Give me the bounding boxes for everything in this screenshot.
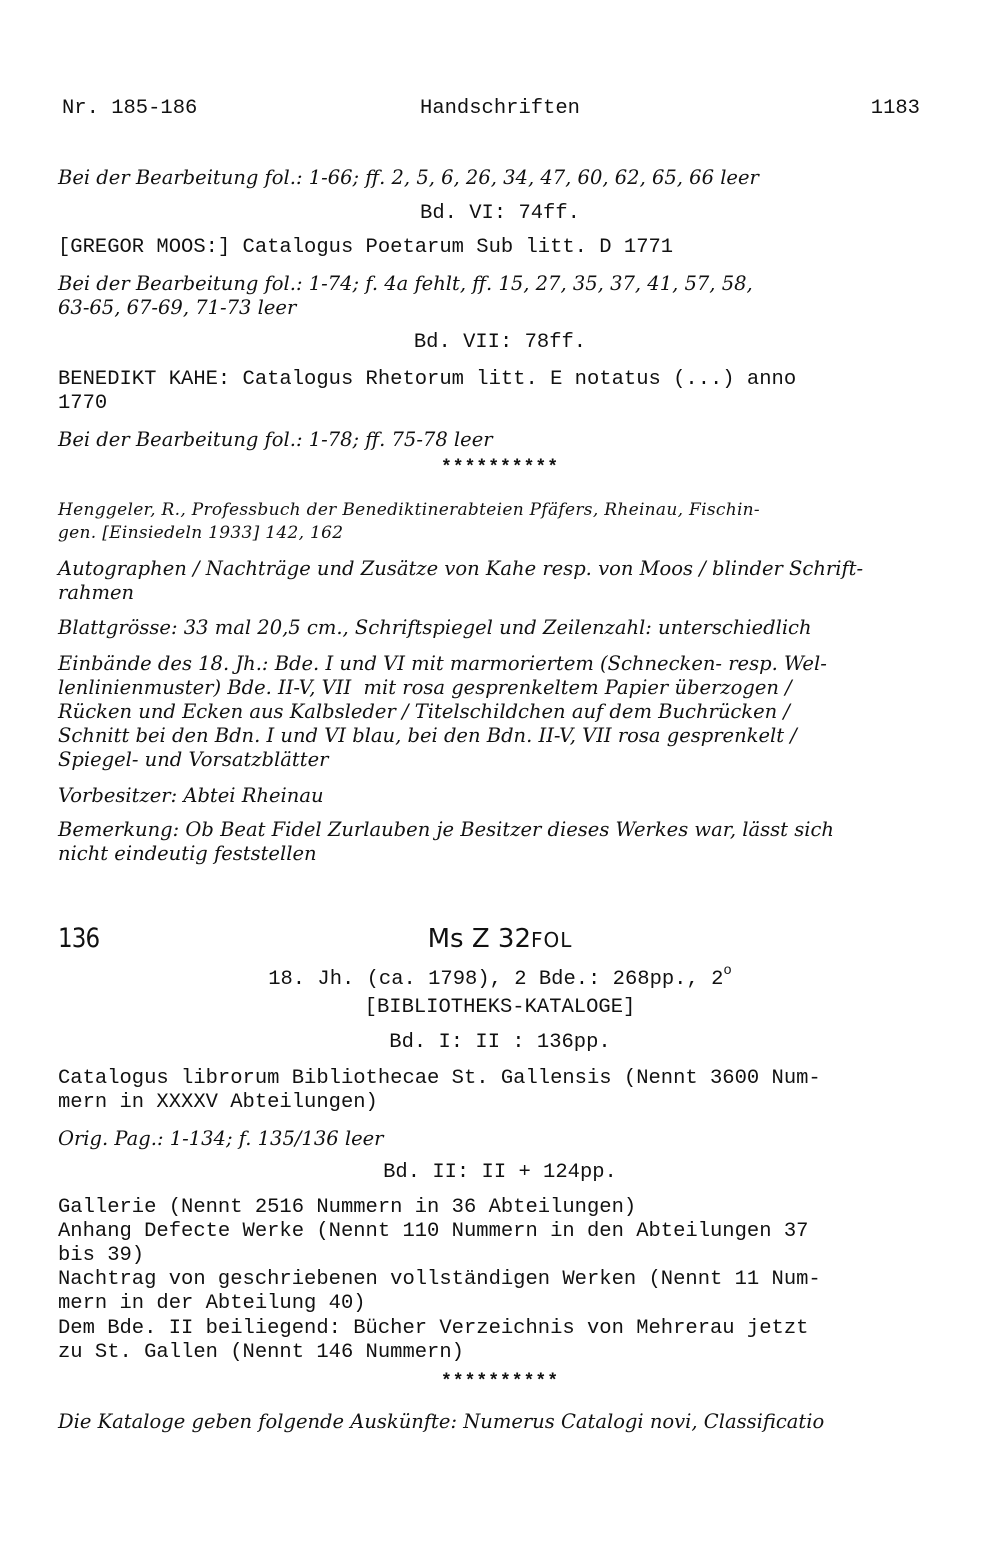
vorbesitzer: Vorbesitzer: Abtei Rheinau: [58, 784, 324, 807]
separator-stars-2: **********: [440, 1372, 560, 1392]
bd1-title-line1: Catalogus librorum Bibliothecae St. Gallensis (Nennt 3600 Num-: [58, 1067, 821, 1090]
volume-title-bd7-line2: 1770: [58, 392, 108, 415]
volume-title-bd7-line1: BENEDIKT KAHE: Catalogus Rhetorum litt. E notatus (...) anno: [58, 368, 797, 391]
bd2-line3: bis 39): [58, 1244, 145, 1267]
entry-number: 136: [58, 923, 100, 954]
header-entry-range: Nr. 185-186: [62, 97, 198, 120]
bd2-line2: Anhang Defecte Werke (Nennt 110 Nummern in den Abteilungen 37: [58, 1220, 809, 1243]
einbaende-line2: lenlinienmuster) Bde. II-V, VII mit rosa gesprenkeltem Papier überzogen /: [58, 676, 792, 699]
shelfmark-main: Ms Z 32: [427, 924, 531, 954]
shelfmark: [0, 924, 1000, 954]
bemerkung-line1: Bemerkung: Ob Beat Fidel Zurlauben je Besitzer dieses Werkes war, lässt sich: [58, 818, 834, 841]
bearbeitung-previous-volume: Bei der Bearbeitung fol.: 1-66; ff. 2, 5, 6, 26, 34, 47, 60, 62, 65, 66 leer: [58, 166, 759, 189]
einbaende-line3: Rücken und Ecken aus Kalbsleder / Titelschildchen auf dem Buchrücken /: [58, 700, 790, 723]
bearbeitung-bd7: Bei der Bearbeitung fol.: 1-78; ff. 75-78 leer: [58, 428, 493, 451]
bd2-line6: Dem Bde. II beiliegend: Bücher Verzeichnis von Mehrerau jetzt: [58, 1317, 809, 1340]
literature-line1: Henggeler, R., Professbuch der Benediktinerabteien Pfäfers, Rheinau, Fischin-: [58, 500, 760, 520]
einbaende-line5: Spiegel- und Vorsatzblätter: [58, 748, 329, 771]
separator-stars: **********: [440, 458, 560, 478]
volume-heading-bd1: Bd. I: II : 136pp.: [389, 1031, 611, 1054]
einbaende-line1: Einbände des 18. Jh.: Bde. I und VI mit marmoriertem (Schnecken- resp. Wel-: [58, 652, 827, 675]
bemerkung-line2: nicht eindeutig feststellen: [58, 842, 317, 865]
volume-heading-bd6: Bd. VI: 74ff.: [420, 202, 580, 225]
bearbeitung-bd6-line2: 63-65, 67-69, 71-73 leer: [58, 296, 297, 319]
final-line: Die Kataloge geben folgende Auskünfte: Numerus Catalogi novi, Classificatio: [58, 1410, 825, 1433]
shelfmark-suffix: FOL: [531, 928, 573, 952]
volume-title-bd6: [GREGOR MOOS:] Catalogus Poetarum Sub litt. D 1771: [58, 236, 674, 259]
literature-line2: gen. [Einsiedeln 1933] 142, 162: [58, 523, 344, 543]
format-degree: o: [723, 963, 732, 979]
autographen-line1: Autographen / Nachträge und Zusätze von Kahe resp. von Moos / blinder Schrift-: [58, 557, 864, 580]
header-page-number: 1183: [870, 97, 920, 120]
dating-line: [0, 961, 1000, 992]
subject-heading: [BIBLIOTHEKS-KATALOGE]: [364, 996, 636, 1019]
dating-text: 18. Jh. (ca. 1798), 2 Bde.: 268pp., 2: [268, 967, 724, 991]
autographen-line2: rahmen: [58, 581, 135, 604]
bd1-title-line2: mern in XXXXV Abteilungen): [58, 1091, 378, 1114]
bd2-line7: zu St. Gallen (Nennt 146 Nummern): [58, 1341, 464, 1364]
bd2-line5: mern in der Abteilung 40): [58, 1292, 366, 1315]
bd2-line1: Gallerie (Nennt 2516 Nummern in 36 Abteilungen): [58, 1196, 637, 1219]
bearbeitung-bd6-line1: Bei der Bearbeitung fol.: 1-74; f. 4a fehlt, ff. 15, 27, 35, 37, 41, 57, 58,: [58, 272, 753, 295]
volume-heading-bd7: Bd. VII: 78ff.: [413, 331, 587, 354]
volume-heading-bd2: Bd. II: II + 124pp.: [383, 1161, 617, 1184]
header-section-title: Handschriften: [420, 97, 580, 120]
einbaende-line4: Schnitt bei den Bdn. I und VI blau, bei den Bdn. II-V, VII rosa gesprenkelt /: [58, 724, 797, 747]
bd2-line4: Nachtrag von geschriebenen vollständigen Werken (Nennt 11 Num-: [58, 1268, 821, 1291]
bd1-pagination: Orig. Pag.: 1-134; f. 135/136 leer: [58, 1127, 384, 1150]
blattgroesse: Blattgrösse: 33 mal 20,5 cm., Schriftspiegel und Zeilenzahl: unterschiedlich: [58, 616, 812, 639]
